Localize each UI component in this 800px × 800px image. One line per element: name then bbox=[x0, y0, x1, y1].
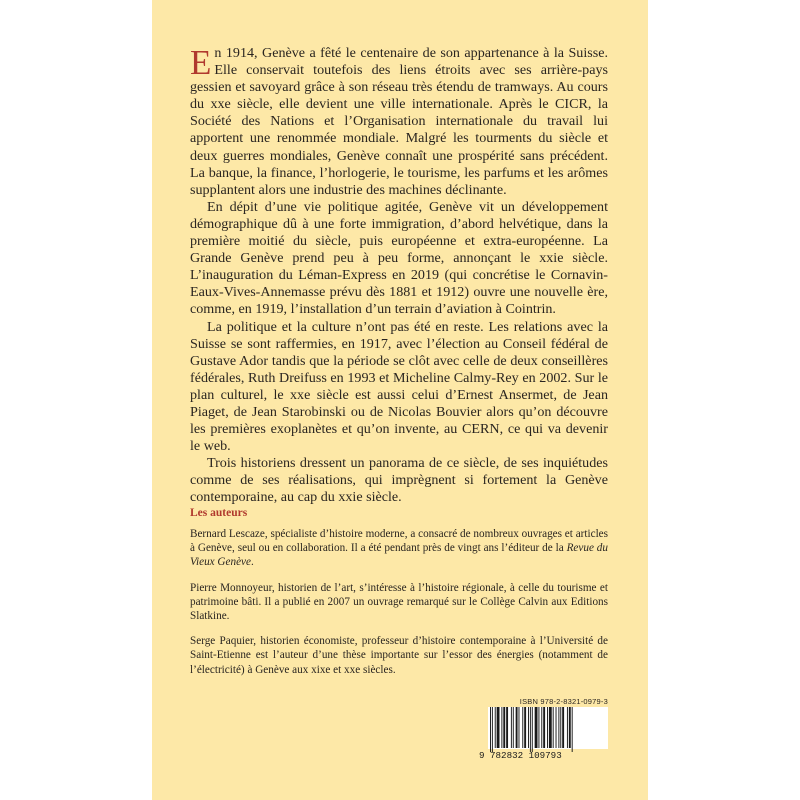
barcode-bar bbox=[495, 707, 496, 748]
authors-heading: Les auteurs bbox=[190, 507, 248, 519]
barcode-bar bbox=[524, 707, 526, 748]
barcode-bar bbox=[553, 707, 554, 748]
barcode-bar bbox=[549, 707, 552, 748]
barcode-bar bbox=[516, 707, 518, 748]
barcode-bar bbox=[522, 707, 523, 748]
author-bio-3: Serge Paquier, historien économiste, professeur d’histoire contemporaine à l’Université de Saint-Etienne est l’auteur d’une thèse importante sur l’essor des énergies (notamment de l’électricité) à Genève aux xixe et xxe siècles. bbox=[190, 635, 608, 676]
barcode-bar bbox=[556, 707, 557, 748]
paragraph-4: Trois historiens dressent un panorama de ce siècle, de ses inquiétudes comme de ses réalisations, qui imprègnent si fortement la Genève contemporaine, au cap du xxie siècle. bbox=[190, 455, 608, 506]
barcode-bar bbox=[528, 707, 529, 748]
summary-text bbox=[190, 45, 608, 507]
barcode-bar bbox=[535, 707, 538, 748]
paragraph-2: En dépit d’une vie politique agitée, Genève vit un développement démographique dû à une forte immigration, d’abord helvétique, dans la première moitié du siècle, puis européenne et extra-européenne. La Grande Genève prend peu à peu forme, annonçant le xxie siècle. L’inauguration du Léman-Express en 2019 (qui concrétise le Cornavin-Eaux-Vives-Annemasse prévu dès 1881 et 1912) ouvre une nouvelle ère, comme, en 1919, l’installation d’un terrain d’aviation à Cointrin. bbox=[190, 198, 608, 318]
barcode-bar bbox=[497, 707, 500, 748]
barcode-bar bbox=[558, 707, 559, 748]
barcode-bar bbox=[562, 707, 564, 748]
barcode-bar bbox=[569, 707, 571, 748]
barcode-bar bbox=[547, 707, 548, 748]
barcode-bar bbox=[503, 707, 505, 748]
barcode-bar bbox=[567, 707, 568, 748]
drop-cap: E bbox=[190, 43, 212, 82]
barcode-bar bbox=[519, 707, 520, 748]
author-bio-2: Pierre Monnoyeur, historien de l’art, s’intéresse à l’histoire régionale, à celle du tourisme et patrimoine bâti. Il a publié en 2007 un ouvrage remarqué sur le Collège Calvin aux Editions Slatkine. bbox=[190, 581, 608, 623]
paragraph-3: La politique et la culture n’ont pas été en reste. Les relations avec la Suisse se sont raffermies, en 1917, avec l’élection au Conseil fédéral de Gustave Ador tandis que la période se clôt avec celle de deux conseillères fédérales, Ruth Dreifuss en 1993 et Micheline Calmy-Rey en 2002. Sur le plan culturel, le xxe siècle est aussi celui d’Ernest Ansermet, de Jean Piaget, de Jean Starobinski ou de Nicolas Bouvier alors qu’on découvre les premières exoplanètes et qu’on invente, au CERN, ce qui va devenir le web. bbox=[190, 318, 608, 455]
barcode-bar bbox=[543, 707, 545, 748]
barcode-bar bbox=[541, 707, 542, 748]
barcode-bar bbox=[492, 707, 493, 752]
isbn-label: ISBN 978-2-8321-0979-3 bbox=[519, 697, 608, 706]
barcode-bar bbox=[538, 707, 539, 748]
barcode-bar bbox=[530, 707, 531, 752]
barcode-bar bbox=[572, 707, 573, 752]
barcode-bar bbox=[532, 707, 533, 752]
authors-section bbox=[190, 527, 608, 688]
barcode-bar bbox=[490, 707, 491, 752]
barcode-bar bbox=[501, 707, 502, 748]
barcode-bar bbox=[513, 707, 514, 748]
barcode-bar bbox=[506, 707, 508, 748]
barcode-bar bbox=[560, 707, 561, 748]
paragraph-1 bbox=[190, 45, 608, 199]
author-bio-1: Bernard Lescaze, spécialiste d’histoire moderne, a consacré de nombreux ouvrages et articles à Genève, seul ou en collaboration. Il a été pendant près de vingt ans l’éditeur de la Revue du Vieux Genève. bbox=[190, 528, 608, 569]
barcode-bar bbox=[511, 707, 512, 748]
paragraph-1-text: n 1914, Genève a fêté le centenaire de son appartenance à la Suisse. Elle conservait toutefois des liens étroits avec ses arrière-pays gessien et savoyard grâce à son réseau très étendu de tramways. Au cours du xxe siècle, elle devient une ville internationale. Après le CICR, la Société des Nations et l’Organisation internationale du travail lui apportent une renommée mondiale. Malgré les tourments du siècle et deux guerres mondiales, Genève connaît une prospérité sans précédent. La banque, la finance, l’horlogerie, le tourisme, les parfums et les arômes supplantent alors une industrie des machines déclinante. bbox=[190, 45, 608, 198]
barcode-digits: 9 782832 109793 bbox=[479, 750, 562, 759]
barcode-image bbox=[479, 707, 608, 759]
isbn-barcode bbox=[479, 697, 608, 759]
